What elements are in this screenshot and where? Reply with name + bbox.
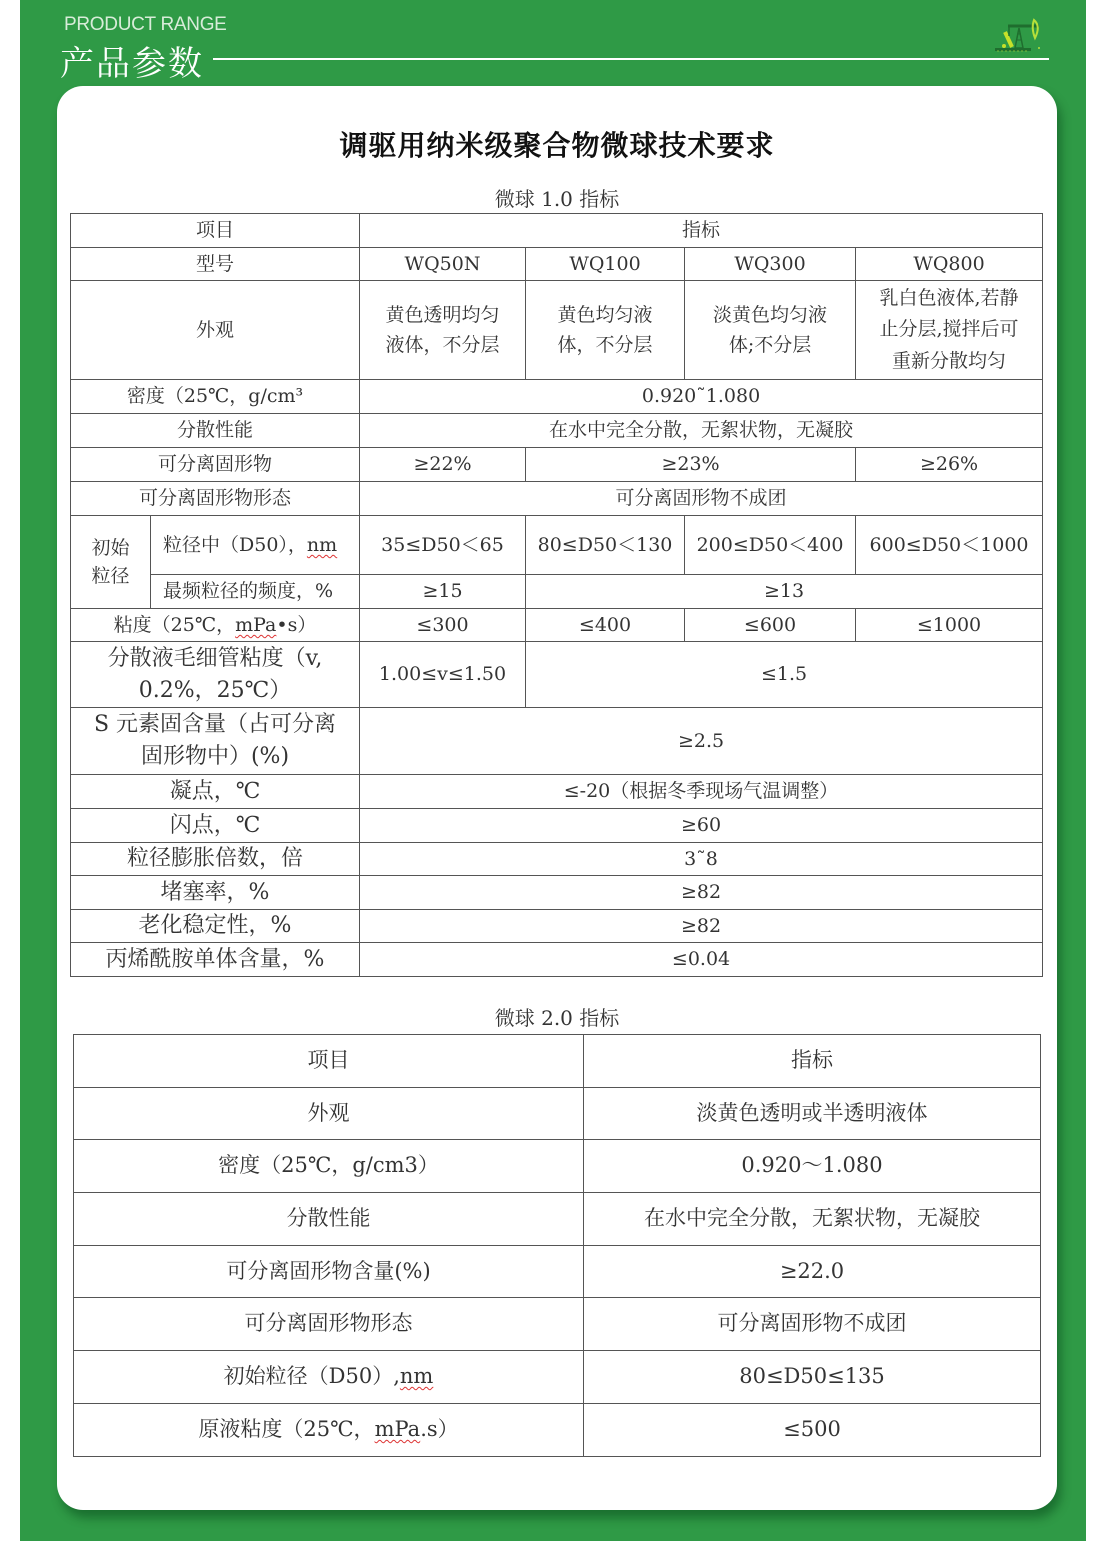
header-divider <box>213 58 1049 60</box>
acrylamide-value: ≤0.04 <box>360 943 1043 977</box>
row-value: 指标 <box>584 1035 1041 1088</box>
row-label: 密度（25℃，g/cm3） <box>74 1140 584 1193</box>
table-row <box>71 516 1043 575</box>
header-title-cn: 产品参数 <box>60 44 204 84</box>
table-row <box>74 1245 1041 1298</box>
row-label: 项目 <box>74 1035 584 1088</box>
solids-cell: ≥26% <box>856 448 1043 482</box>
table-row <box>74 1087 1041 1140</box>
header-item: 项目 <box>71 214 360 248</box>
model-cell: WQ800 <box>856 248 1043 281</box>
table2-caption: 微球 2.0 指标 <box>494 1006 620 1030</box>
document-title: 调驱用纳米级聚合物微球技术要求 <box>339 129 775 162</box>
freq-cell: ≥15 <box>360 575 526 609</box>
table-row <box>71 708 1043 775</box>
solids-cell: ≥23% <box>526 448 856 482</box>
table-row <box>74 1035 1041 1088</box>
appearance-cell: 淡黄色均匀液 体;不分层 <box>685 281 856 380</box>
row-value: 在水中完全分散，无絮状物，无凝胶 <box>584 1193 1041 1246</box>
d50-cell: 80≤D50＜130 <box>526 516 685 575</box>
capillary-cell: ≤1.5 <box>526 642 1043 708</box>
swelling-label: 粒径膨胀倍数，倍 <box>71 843 360 876</box>
table-row <box>71 642 1043 708</box>
flash-point-label: 闪点，℃ <box>71 809 360 843</box>
table-row <box>71 575 1043 609</box>
table-row <box>71 876 1043 910</box>
table-row <box>74 1298 1041 1351</box>
table-row <box>71 609 1043 642</box>
appearance-label: 外观 <box>71 281 360 380</box>
model-cell: WQ100 <box>526 248 685 281</box>
table1-caption: 微球 1.0 指标 <box>494 187 620 211</box>
flash-point-value: ≥60 <box>360 809 1043 843</box>
table-row <box>71 910 1043 943</box>
appearance-cell: 黄色透明均匀 液体，不分层 <box>360 281 526 380</box>
density-label: 密度（25℃，g/cm³ <box>71 380 360 414</box>
row-label: 可分离固形物含量(%) <box>74 1245 584 1298</box>
capillary-cell: 1.00≤v≤1.50 <box>360 642 526 708</box>
table-row <box>74 1140 1041 1193</box>
appearance-cell: 黄色均匀液 体，不分层 <box>526 281 685 380</box>
aging-label: 老化稳定性，% <box>71 910 360 943</box>
row-value: 可分离固形物不成团 <box>584 1298 1041 1351</box>
freq-cell: ≥13 <box>526 575 1043 609</box>
d50-label: 粒径中（D50），nm <box>151 516 360 575</box>
table-row <box>71 482 1043 516</box>
model-cell: WQ300 <box>685 248 856 281</box>
table-row <box>74 1351 1041 1404</box>
d50-cell: 35≤D50＜65 <box>360 516 526 575</box>
row-label: 可分离固形物形态 <box>74 1298 584 1351</box>
header-subtitle-en: PRODUCT RANGE <box>64 14 227 35</box>
table-row <box>71 214 1043 248</box>
solids-cell: ≥22% <box>360 448 526 482</box>
dispersion-value: 在水中完全分散，无絮状物，无凝胶 <box>360 414 1043 448</box>
swelling-value: 3˜8 <box>360 843 1043 876</box>
row-label: 初始粒径（D50）,nm <box>74 1351 584 1404</box>
solids-form-label: 可分离固形物形态 <box>71 482 360 516</box>
table-row <box>71 281 1043 380</box>
solids-label: 可分离固形物 <box>71 448 360 482</box>
table-row <box>71 448 1043 482</box>
pour-point-label: 凝点，℃ <box>71 775 360 809</box>
capillary-label: 分散液毛细管粘度（v, 0.2%，25℃） <box>71 642 360 708</box>
table-row <box>74 1403 1041 1456</box>
viscosity-cell: ≤400 <box>526 609 685 642</box>
table-row <box>74 1193 1041 1246</box>
header-spec: 指标 <box>360 214 1043 248</box>
table-row <box>71 414 1043 448</box>
solids-form-value: 可分离固形物不成团 <box>360 482 1043 516</box>
dispersion-label: 分散性能 <box>71 414 360 448</box>
table-row <box>71 248 1043 281</box>
aging-value: ≥82 <box>360 910 1043 943</box>
plugging-value: ≥82 <box>360 876 1043 910</box>
model-label: 型号 <box>71 248 360 281</box>
freq-label: 最频粒径的频度，% <box>151 575 360 609</box>
microsphere-1-spec-table <box>70 213 1043 977</box>
d50-cell: 200≤D50＜400 <box>685 516 856 575</box>
pour-point-value: ≤-20（根据冬季现场气温调整） <box>360 775 1043 809</box>
viscosity-cell: ≤300 <box>360 609 526 642</box>
row-value: 0.920～1.080 <box>584 1140 1041 1193</box>
table-row <box>71 775 1043 809</box>
sulfur-label: S 元素固含量（占可分离 固形物中）(%) <box>71 708 360 775</box>
microsphere-2-spec-table <box>73 1034 1041 1457</box>
sulfur-value: ≥2.5 <box>360 708 1043 775</box>
row-label: 原液粘度（25℃，mPa.s） <box>74 1403 584 1456</box>
model-cell: WQ50N <box>360 248 526 281</box>
row-value: ≤500 <box>584 1403 1041 1456</box>
density-value: 0.920˜1.080 <box>360 380 1043 414</box>
row-value: ≥22.0 <box>584 1245 1041 1298</box>
viscosity-cell: ≤1000 <box>856 609 1043 642</box>
table-row <box>71 843 1043 876</box>
table-row <box>71 380 1043 414</box>
viscosity-cell: ≤600 <box>685 609 856 642</box>
row-label: 分散性能 <box>74 1193 584 1246</box>
oil-pump-jack-icon <box>993 12 1043 56</box>
row-label: 外观 <box>74 1087 584 1140</box>
row-value: 80≤D50≤135 <box>584 1351 1041 1404</box>
plugging-label: 堵塞率，% <box>71 876 360 910</box>
d50-cell: 600≤D50＜1000 <box>856 516 1043 575</box>
appearance-cell: 乳白色液体,若静 止分层,搅拌后可 重新分散均匀 <box>856 281 1043 380</box>
particle-group-label: 初始 粒径 <box>71 516 151 609</box>
viscosity-label: 粘度（25℃，mPa•s） <box>71 609 360 642</box>
table-row <box>71 943 1043 977</box>
acrylamide-label: 丙烯酰胺单体含量，% <box>71 943 360 977</box>
table-row <box>71 809 1043 843</box>
row-value: 淡黄色透明或半透明液体 <box>584 1087 1041 1140</box>
